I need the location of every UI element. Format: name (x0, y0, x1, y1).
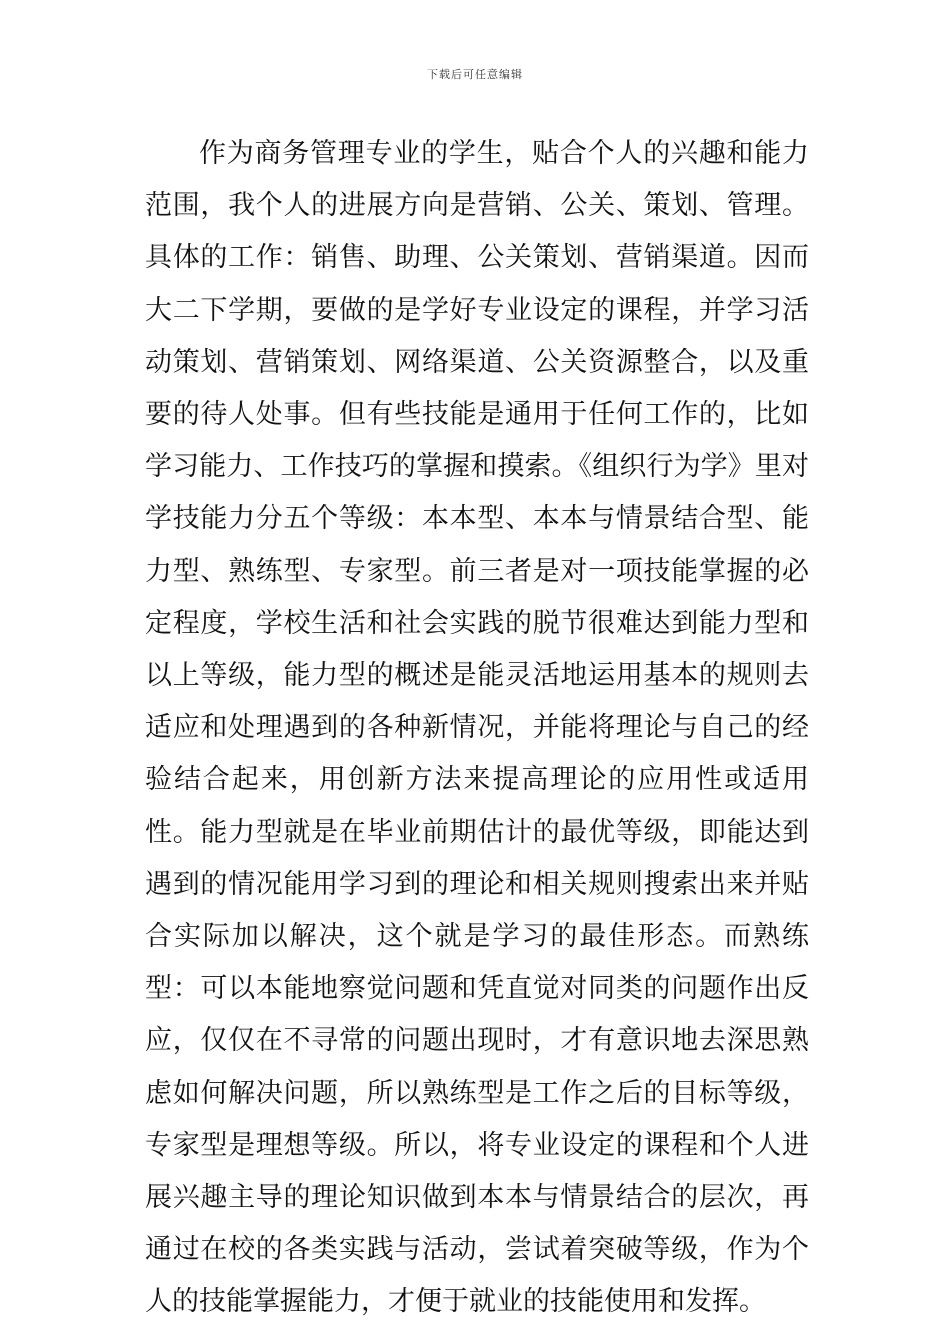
page-header: 下载后可任意编辑 (427, 68, 523, 81)
body-paragraph: 作为商务管理专业的学生，贴合个人的兴趣和能力范围，我个人的进展方向是营销、公关、策划、管理。具体的工作：销售、助理、公关策划、营销渠道。因而大二下学期，要做的是学好专业设定的课程，并学习活动策划、营销策划、网络渠道、公关资源整合，以及重要的待人处事。但有些技能是通用于任何工作的，比如学习能力、工作技巧的掌握和摸索。《组织行为学》里对学技能力分五个等级：本本型、本本与情景结合型、能力型、熟练型、专家型。前三者是对一项技能掌握的必定程度，学校生活和社会实践的脱节很难达到能力型和以上等级，能力型的概述是能灵活地运用基本的规则去适应和处理遇到的各种新情况，并能将理论与自己的经验结合起来，用创新方法来提高理论的应用性或适用性。能力型就是在毕业前期估计的最优等级，即能达到遇到的情况能用学习到的理论和相关规则搜索出来并贴合实际加以解决，这个就是学习的最佳形态。而熟练型：可以本能地察觉问题和凭直觉对同类的问题作出反应，仅仅在不寻常的问题出现时，才有意识地去深思熟虑如何解决问题，所以熟练型是工作之后的目标等级，专家型是理想等级。所以，将专业设定的课程和个人进展兴趣主导的理论知识做到本本与情景结合的层次，再通过在校的各类实践与活动，尝试着突破等级，作为个人的技能掌握能力，才便于就业的技能使用和发挥。 (145, 138, 809, 1318)
